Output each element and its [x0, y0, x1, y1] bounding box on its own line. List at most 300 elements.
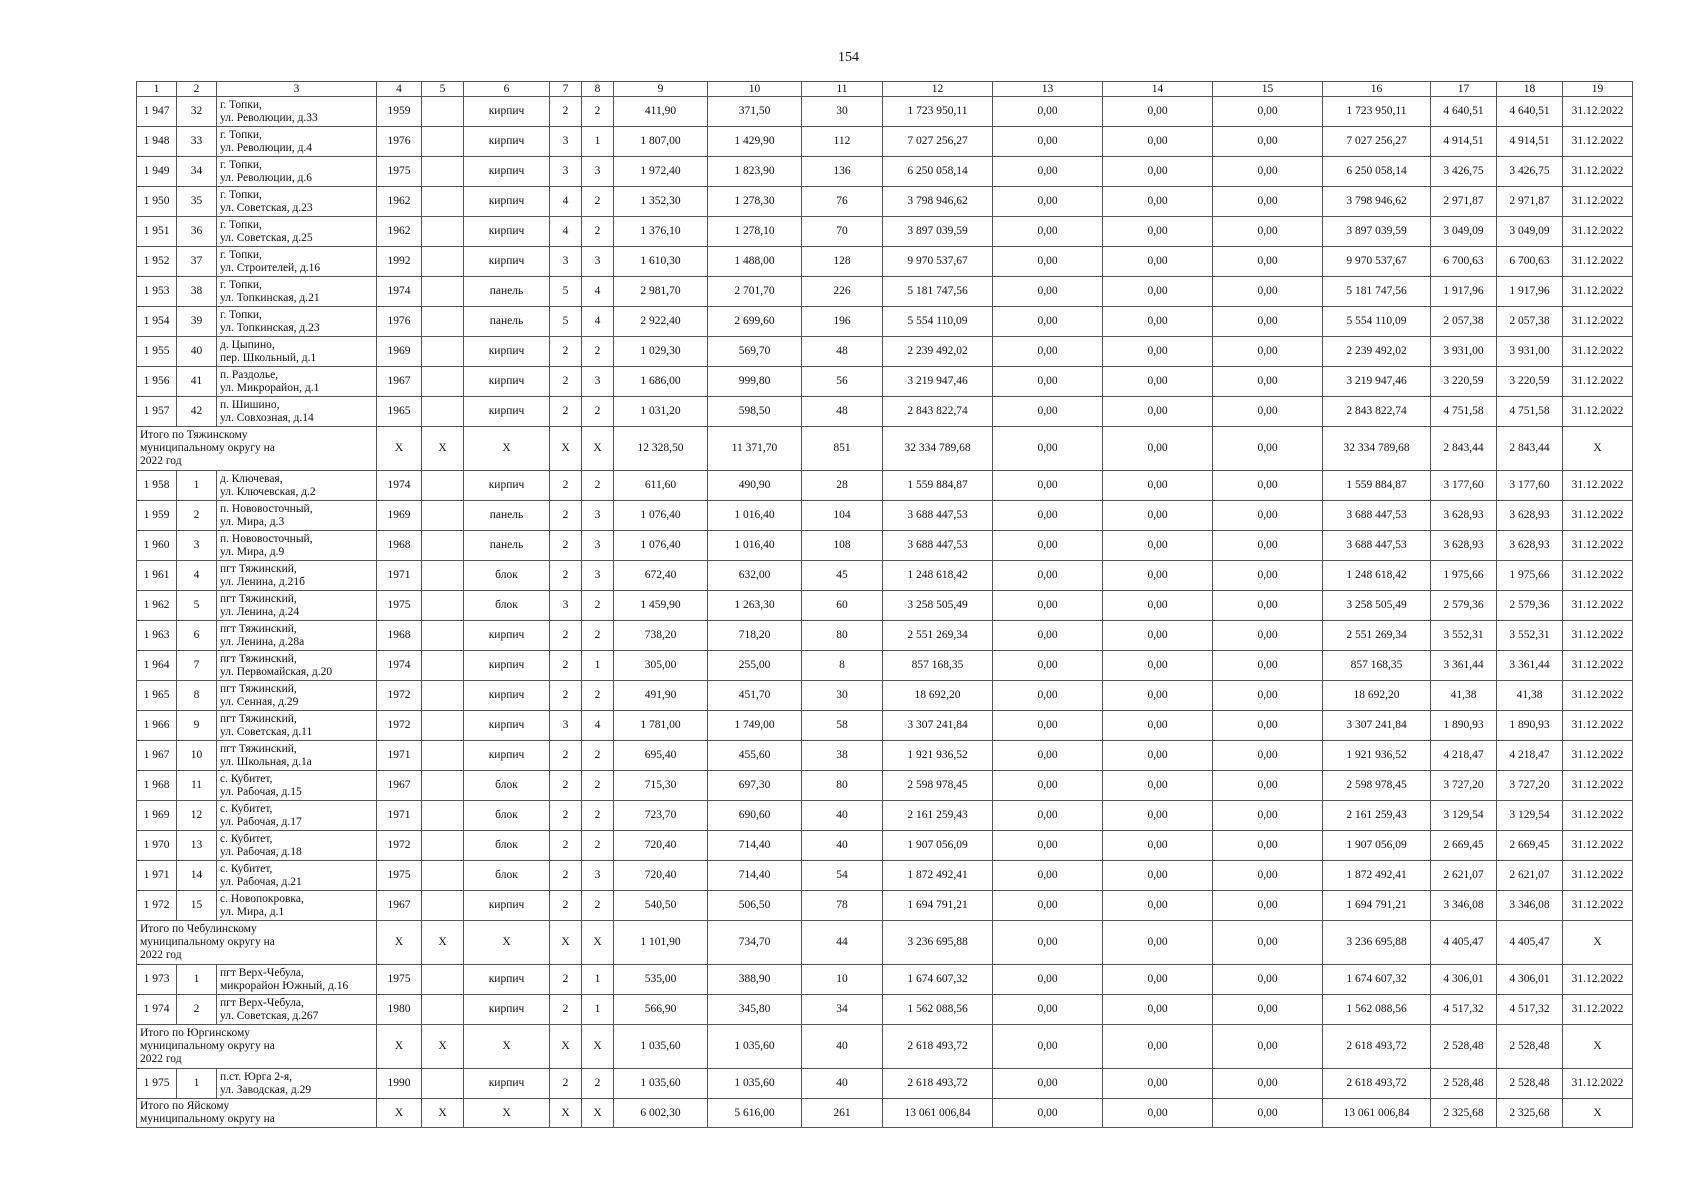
cell-col-13: 0,00: [993, 217, 1103, 247]
cell-col-11: 112: [802, 127, 883, 157]
cell-col-1: 1 950: [137, 187, 177, 217]
cell-col-17: 3 177,60: [1431, 471, 1497, 501]
cell-col-11: 48: [802, 337, 883, 367]
cell-col-8: 2: [582, 217, 614, 247]
cell-col-4: 1975: [377, 157, 422, 187]
cell-col-18: 4 914,51: [1497, 127, 1563, 157]
cell-col-7: 2: [550, 995, 582, 1025]
cell-col-8: 2: [582, 97, 614, 127]
cell-col-8: 3: [582, 501, 614, 531]
cell-col-18: 4 751,58: [1497, 397, 1563, 427]
cell-col-5: [422, 367, 464, 397]
cell-col-5: [422, 157, 464, 187]
cell-col-14: 0,00: [1103, 277, 1213, 307]
cell-col-13: 0,00: [993, 861, 1103, 891]
cell-col-1: 1 956: [137, 367, 177, 397]
cell-col-9: 715,30: [614, 771, 708, 801]
cell-col-2: 13: [177, 831, 217, 861]
address-cell: [217, 397, 377, 427]
cell-col-12: 1 921 936,52: [883, 741, 993, 771]
cell-col-10: 506,50: [708, 891, 802, 921]
cell-col-5: [422, 501, 464, 531]
cell-col-4: 1968: [377, 531, 422, 561]
cell-col-1: 1 975: [137, 1069, 177, 1099]
cell-col-19: 31.12.2022: [1563, 561, 1633, 591]
cell-col-11: 851: [802, 427, 883, 471]
cell-col-11: 80: [802, 621, 883, 651]
cell-col-8: 2: [582, 831, 614, 861]
cell-col-12: 13 061 006,84: [883, 1099, 993, 1128]
cell-col-6: кирпич: [464, 157, 550, 187]
cell-col-6: кирпич: [464, 127, 550, 157]
cell-col-8: 2: [582, 891, 614, 921]
cell-col-15: 0,00: [1213, 531, 1323, 561]
cell-col-8: 3: [582, 531, 614, 561]
cell-col-19: 31.12.2022: [1563, 861, 1633, 891]
cell-col-11: 8: [802, 651, 883, 681]
cell-col-12: 2 618 493,72: [883, 1069, 993, 1099]
cell-col-18: 2 621,07: [1497, 861, 1563, 891]
cell-col-17: 41,38: [1431, 681, 1497, 711]
cell-col-10: 690,60: [708, 801, 802, 831]
cell-col-9: 1 610,30: [614, 247, 708, 277]
cell-col-11: 30: [802, 97, 883, 127]
cell-col-18: 3 931,00: [1497, 337, 1563, 367]
cell-col-15: 0,00: [1213, 831, 1323, 861]
cell-col-12: 9 970 537,67: [883, 247, 993, 277]
cell-col-4: 1972: [377, 831, 422, 861]
cell-col-16: 1 559 884,87: [1323, 471, 1431, 501]
address-cell: [217, 307, 377, 337]
address-line: ул. Мира, д.9: [220, 545, 285, 558]
cell-col-2: 40: [177, 337, 217, 367]
cell-col-10: 455,60: [708, 741, 802, 771]
cell-col-18: 3 426,75: [1497, 157, 1563, 187]
column-number-row: [137, 82, 1633, 97]
cell-col-5: [422, 1069, 464, 1099]
cell-col-18: 41,38: [1497, 681, 1563, 711]
column-header: 12: [883, 82, 993, 97]
cell-col-17: 3 931,00: [1431, 337, 1497, 367]
cell-col-18: 3 129,54: [1497, 801, 1563, 831]
cell-col-8: 4: [582, 307, 614, 337]
cell-col-17: 4 751,58: [1431, 397, 1497, 427]
cell-col-7: 2: [550, 771, 582, 801]
cell-col-2: 14: [177, 861, 217, 891]
cell-col-11: 40: [802, 1025, 883, 1069]
cell-col-4: 1974: [377, 277, 422, 307]
cell-col-6: блок: [464, 561, 550, 591]
cell-col-4: X: [377, 1025, 422, 1069]
cell-col-2: 35: [177, 187, 217, 217]
cell-col-16: 1 248 618,42: [1323, 561, 1431, 591]
cell-col-8: 4: [582, 277, 614, 307]
address-line: с. Кубитет,: [220, 772, 273, 785]
cell-col-10: 345,80: [708, 995, 802, 1025]
address-cell: [217, 681, 377, 711]
cell-col-6: кирпич: [464, 247, 550, 277]
cell-col-16: 2 618 493,72: [1323, 1025, 1431, 1069]
table-row: [137, 861, 1633, 891]
cell-col-11: 136: [802, 157, 883, 187]
cell-col-16: 3 897 039,59: [1323, 217, 1431, 247]
cell-col-6: блок: [464, 831, 550, 861]
cell-col-16: 2 618 493,72: [1323, 1069, 1431, 1099]
cell-col-13: 0,00: [993, 771, 1103, 801]
cell-col-13: 0,00: [993, 891, 1103, 921]
cell-col-16: 2 598 978,45: [1323, 771, 1431, 801]
cell-col-1: 1 955: [137, 337, 177, 367]
cell-col-11: 196: [802, 307, 883, 337]
cell-col-6: X: [464, 427, 550, 471]
cell-col-19: 31.12.2022: [1563, 771, 1633, 801]
cell-col-19: 31.12.2022: [1563, 681, 1633, 711]
cell-col-7: 3: [550, 591, 582, 621]
address-cell: [217, 965, 377, 995]
cell-col-8: 3: [582, 367, 614, 397]
district-total-row: [137, 921, 1633, 965]
address-line: с. Новопокровка,: [220, 892, 304, 905]
cell-col-11: 108: [802, 531, 883, 561]
cell-col-14: 0,00: [1103, 1025, 1213, 1069]
cell-col-18: 1 975,66: [1497, 561, 1563, 591]
column-header: 6: [464, 82, 550, 97]
cell-col-14: 0,00: [1103, 711, 1213, 741]
cell-col-4: 1976: [377, 307, 422, 337]
cell-col-13: 0,00: [993, 801, 1103, 831]
cell-col-13: 0,00: [993, 621, 1103, 651]
column-header: 16: [1323, 82, 1431, 97]
cell-col-19: 31.12.2022: [1563, 217, 1633, 247]
cell-col-5: X: [422, 1099, 464, 1128]
address-line: ул. Ленина, д.24: [220, 605, 300, 618]
cell-col-6: панель: [464, 277, 550, 307]
table-row: [137, 471, 1633, 501]
cell-col-7: 4: [550, 187, 582, 217]
address-cell: [217, 741, 377, 771]
cell-col-4: 1967: [377, 367, 422, 397]
cell-col-13: 0,00: [993, 247, 1103, 277]
address-line: г. Топки,: [220, 278, 262, 291]
cell-col-13: 0,00: [993, 995, 1103, 1025]
cell-col-4: X: [377, 1099, 422, 1128]
table-row: [137, 801, 1633, 831]
cell-col-19: 31.12.2022: [1563, 157, 1633, 187]
cell-col-2: 8: [177, 681, 217, 711]
address-cell: [217, 891, 377, 921]
cell-col-7: 2: [550, 1069, 582, 1099]
address-line: с. Кубитет,: [220, 802, 273, 815]
cell-col-16: 1 723 950,11: [1323, 97, 1431, 127]
cell-col-5: [422, 337, 464, 367]
cell-col-9: 1 035,60: [614, 1069, 708, 1099]
cell-col-18: 3 049,09: [1497, 217, 1563, 247]
cell-col-5: [422, 97, 464, 127]
column-header: 18: [1497, 82, 1563, 97]
cell-col-14: 0,00: [1103, 561, 1213, 591]
column-header: 13: [993, 82, 1103, 97]
cell-col-10: 1 749,00: [708, 711, 802, 741]
cell-col-5: X: [422, 427, 464, 471]
cell-col-9: 1 807,00: [614, 127, 708, 157]
cell-col-10: 388,90: [708, 965, 802, 995]
cell-col-1: 1 957: [137, 397, 177, 427]
cell-col-10: 1 278,30: [708, 187, 802, 217]
cell-col-12: 5 554 110,09: [883, 307, 993, 337]
district-total-row: [137, 1025, 1633, 1069]
column-header: 3: [217, 82, 377, 97]
cell-col-15: 0,00: [1213, 367, 1323, 397]
cell-col-11: 38: [802, 741, 883, 771]
cell-col-6: панель: [464, 307, 550, 337]
cell-col-18: 3 727,20: [1497, 771, 1563, 801]
cell-col-19: 31.12.2022: [1563, 247, 1633, 277]
cell-col-6: кирпич: [464, 741, 550, 771]
cell-col-17: 1 917,96: [1431, 277, 1497, 307]
cell-col-7: 3: [550, 157, 582, 187]
cell-col-15: 0,00: [1213, 1069, 1323, 1099]
cell-col-14: 0,00: [1103, 651, 1213, 681]
cell-col-2: 2: [177, 995, 217, 1025]
cell-col-10: 632,00: [708, 561, 802, 591]
cell-col-8: 3: [582, 861, 614, 891]
cell-col-9: 1 972,40: [614, 157, 708, 187]
cell-col-5: [422, 995, 464, 1025]
cell-col-7: X: [550, 921, 582, 965]
cell-col-14: 0,00: [1103, 621, 1213, 651]
cell-col-5: [422, 397, 464, 427]
total-label-line: Итого по Тяжинскому: [140, 429, 248, 441]
cell-col-8: X: [582, 921, 614, 965]
address-line: ул. Рабочая, д.15: [220, 785, 302, 798]
column-header: 8: [582, 82, 614, 97]
cell-col-10: 2 699,60: [708, 307, 802, 337]
cell-col-5: [422, 651, 464, 681]
cell-col-16: 7 027 256,27: [1323, 127, 1431, 157]
cell-col-2: 6: [177, 621, 217, 651]
cell-col-17: 3 361,44: [1431, 651, 1497, 681]
cell-col-17: 3 628,93: [1431, 501, 1497, 531]
cell-col-4: 1975: [377, 965, 422, 995]
cell-col-14: 0,00: [1103, 127, 1213, 157]
address-line: ул. Советская, д.267: [220, 1009, 319, 1022]
cell-col-2: 41: [177, 367, 217, 397]
cell-col-16: 18 692,20: [1323, 681, 1431, 711]
cell-col-8: 2: [582, 1069, 614, 1099]
cell-col-4: 1967: [377, 771, 422, 801]
cell-col-17: 1 890,93: [1431, 711, 1497, 741]
cell-col-14: 0,00: [1103, 1069, 1213, 1099]
cell-col-7: 3: [550, 247, 582, 277]
cell-col-6: X: [464, 1099, 550, 1128]
cell-col-14: 0,00: [1103, 187, 1213, 217]
cell-col-19: 31.12.2022: [1563, 621, 1633, 651]
cell-col-4: X: [377, 921, 422, 965]
total-label: [137, 427, 377, 471]
cell-col-2: 1: [177, 1069, 217, 1099]
total-label-line: муниципальному округу на: [140, 1113, 275, 1125]
cell-col-1: 1 959: [137, 501, 177, 531]
address-line: ул. Сенная, д.29: [220, 695, 299, 708]
cell-col-9: 1 459,90: [614, 591, 708, 621]
cell-col-9: 1 686,00: [614, 367, 708, 397]
cell-col-10: 1 035,60: [708, 1069, 802, 1099]
cell-col-19: 31.12.2022: [1563, 891, 1633, 921]
cell-col-14: 0,00: [1103, 771, 1213, 801]
cell-col-13: 0,00: [993, 97, 1103, 127]
total-label: [137, 1025, 377, 1069]
cell-col-16: 1 694 791,21: [1323, 891, 1431, 921]
cell-col-1: 1 966: [137, 711, 177, 741]
address-line: пгт Тяжинский,: [220, 562, 297, 575]
cell-col-5: [422, 681, 464, 711]
address-cell: [217, 247, 377, 277]
cell-col-11: 58: [802, 711, 883, 741]
cell-col-18: 1 917,96: [1497, 277, 1563, 307]
cell-col-13: 0,00: [993, 337, 1103, 367]
column-header: 19: [1563, 82, 1633, 97]
table-row: [137, 561, 1633, 591]
cell-col-4: 1962: [377, 187, 422, 217]
column-header: 11: [802, 82, 883, 97]
cell-col-12: 1 723 950,11: [883, 97, 993, 127]
cell-col-6: кирпич: [464, 995, 550, 1025]
table-row: [137, 397, 1633, 427]
cell-col-14: 0,00: [1103, 501, 1213, 531]
table-row: [137, 995, 1633, 1025]
cell-col-6: блок: [464, 591, 550, 621]
cell-col-4: 1975: [377, 591, 422, 621]
cell-col-13: 0,00: [993, 307, 1103, 337]
cell-col-18: 2 528,48: [1497, 1025, 1563, 1069]
cell-col-17: 4 914,51: [1431, 127, 1497, 157]
cell-col-9: 1 101,90: [614, 921, 708, 965]
cell-col-19: X: [1563, 1099, 1633, 1128]
column-header: 4: [377, 82, 422, 97]
cell-col-17: 4 306,01: [1431, 965, 1497, 995]
cell-col-6: кирпич: [464, 1069, 550, 1099]
cell-col-17: 2 325,68: [1431, 1099, 1497, 1128]
cell-col-6: кирпич: [464, 711, 550, 741]
cell-col-5: [422, 771, 464, 801]
cell-col-17: 3 346,08: [1431, 891, 1497, 921]
cell-col-13: 0,00: [993, 397, 1103, 427]
cell-col-15: 0,00: [1213, 247, 1323, 277]
cell-col-4: 1962: [377, 217, 422, 247]
cell-col-15: 0,00: [1213, 921, 1323, 965]
cell-col-13: 0,00: [993, 651, 1103, 681]
column-header: 14: [1103, 82, 1213, 97]
address-line: ул. Рабочая, д.21: [220, 875, 302, 888]
cell-col-16: 1 907 056,09: [1323, 831, 1431, 861]
cell-col-2: 12: [177, 801, 217, 831]
cell-col-19: 31.12.2022: [1563, 651, 1633, 681]
cell-col-18: 4 405,47: [1497, 921, 1563, 965]
cell-col-18: 4 306,01: [1497, 965, 1563, 995]
table-row: [137, 1069, 1633, 1099]
cell-col-12: 3 688 447,53: [883, 531, 993, 561]
table-body: [137, 97, 1633, 1128]
cell-col-14: 0,00: [1103, 1099, 1213, 1128]
column-header: 5: [422, 82, 464, 97]
cell-col-16: 3 236 695,88: [1323, 921, 1431, 965]
cell-col-15: 0,00: [1213, 995, 1323, 1025]
cell-col-18: 2 579,36: [1497, 591, 1563, 621]
cell-col-8: 3: [582, 157, 614, 187]
cell-col-8: 3: [582, 247, 614, 277]
cell-col-12: 1 248 618,42: [883, 561, 993, 591]
cell-col-13: 0,00: [993, 127, 1103, 157]
cell-col-1: 1 962: [137, 591, 177, 621]
table-row: [137, 741, 1633, 771]
address-cell: [217, 471, 377, 501]
cell-col-12: 2 618 493,72: [883, 1025, 993, 1069]
address-cell: [217, 157, 377, 187]
cell-col-14: 0,00: [1103, 995, 1213, 1025]
cell-col-2: 7: [177, 651, 217, 681]
cell-col-2: 10: [177, 741, 217, 771]
cell-col-7: 2: [550, 561, 582, 591]
cell-col-12: 3 236 695,88: [883, 921, 993, 965]
cell-col-7: 2: [550, 501, 582, 531]
cell-col-1: 1 971: [137, 861, 177, 891]
column-header: 7: [550, 82, 582, 97]
cell-col-4: 1971: [377, 801, 422, 831]
address-line: п. Раздолье,: [220, 368, 279, 381]
cell-col-12: 2 161 259,43: [883, 801, 993, 831]
column-header: 15: [1213, 82, 1323, 97]
cell-col-15: 0,00: [1213, 1025, 1323, 1069]
cell-col-13: 0,00: [993, 157, 1103, 187]
address-line: г. Топки,: [220, 218, 262, 231]
cell-col-4: 1992: [377, 247, 422, 277]
cell-col-4: X: [377, 427, 422, 471]
cell-col-17: 3 426,75: [1431, 157, 1497, 187]
cell-col-4: 1990: [377, 1069, 422, 1099]
cell-col-1: 1 951: [137, 217, 177, 247]
cell-col-2: 9: [177, 711, 217, 741]
cell-col-16: 2 161 259,43: [1323, 801, 1431, 831]
cell-col-15: 0,00: [1213, 651, 1323, 681]
cell-col-4: 1972: [377, 681, 422, 711]
cell-col-9: 695,40: [614, 741, 708, 771]
cell-col-1: 1 958: [137, 471, 177, 501]
cell-col-9: 672,40: [614, 561, 708, 591]
table-row: [137, 367, 1633, 397]
table-row: [137, 157, 1633, 187]
cell-col-9: 12 328,50: [614, 427, 708, 471]
cell-col-17: 3 552,31: [1431, 621, 1497, 651]
cell-col-15: 0,00: [1213, 1099, 1323, 1128]
table-row: [137, 337, 1633, 367]
address-line: пгт Тяжинский,: [220, 712, 297, 725]
cell-col-16: 3 688 447,53: [1323, 531, 1431, 561]
cell-col-7: 2: [550, 97, 582, 127]
address-line: г. Топки,: [220, 158, 262, 171]
cell-col-9: 2 981,70: [614, 277, 708, 307]
cell-col-15: 0,00: [1213, 277, 1323, 307]
cell-col-12: 1 562 088,56: [883, 995, 993, 1025]
cell-col-7: 2: [550, 861, 582, 891]
cell-col-14: 0,00: [1103, 337, 1213, 367]
cell-col-6: блок: [464, 771, 550, 801]
cell-col-10: 1 016,40: [708, 501, 802, 531]
cell-col-18: 2 669,45: [1497, 831, 1563, 861]
cell-col-5: X: [422, 921, 464, 965]
cell-col-10: 1 035,60: [708, 1025, 802, 1069]
cell-col-18: 2 057,38: [1497, 307, 1563, 337]
cell-col-11: 80: [802, 771, 883, 801]
